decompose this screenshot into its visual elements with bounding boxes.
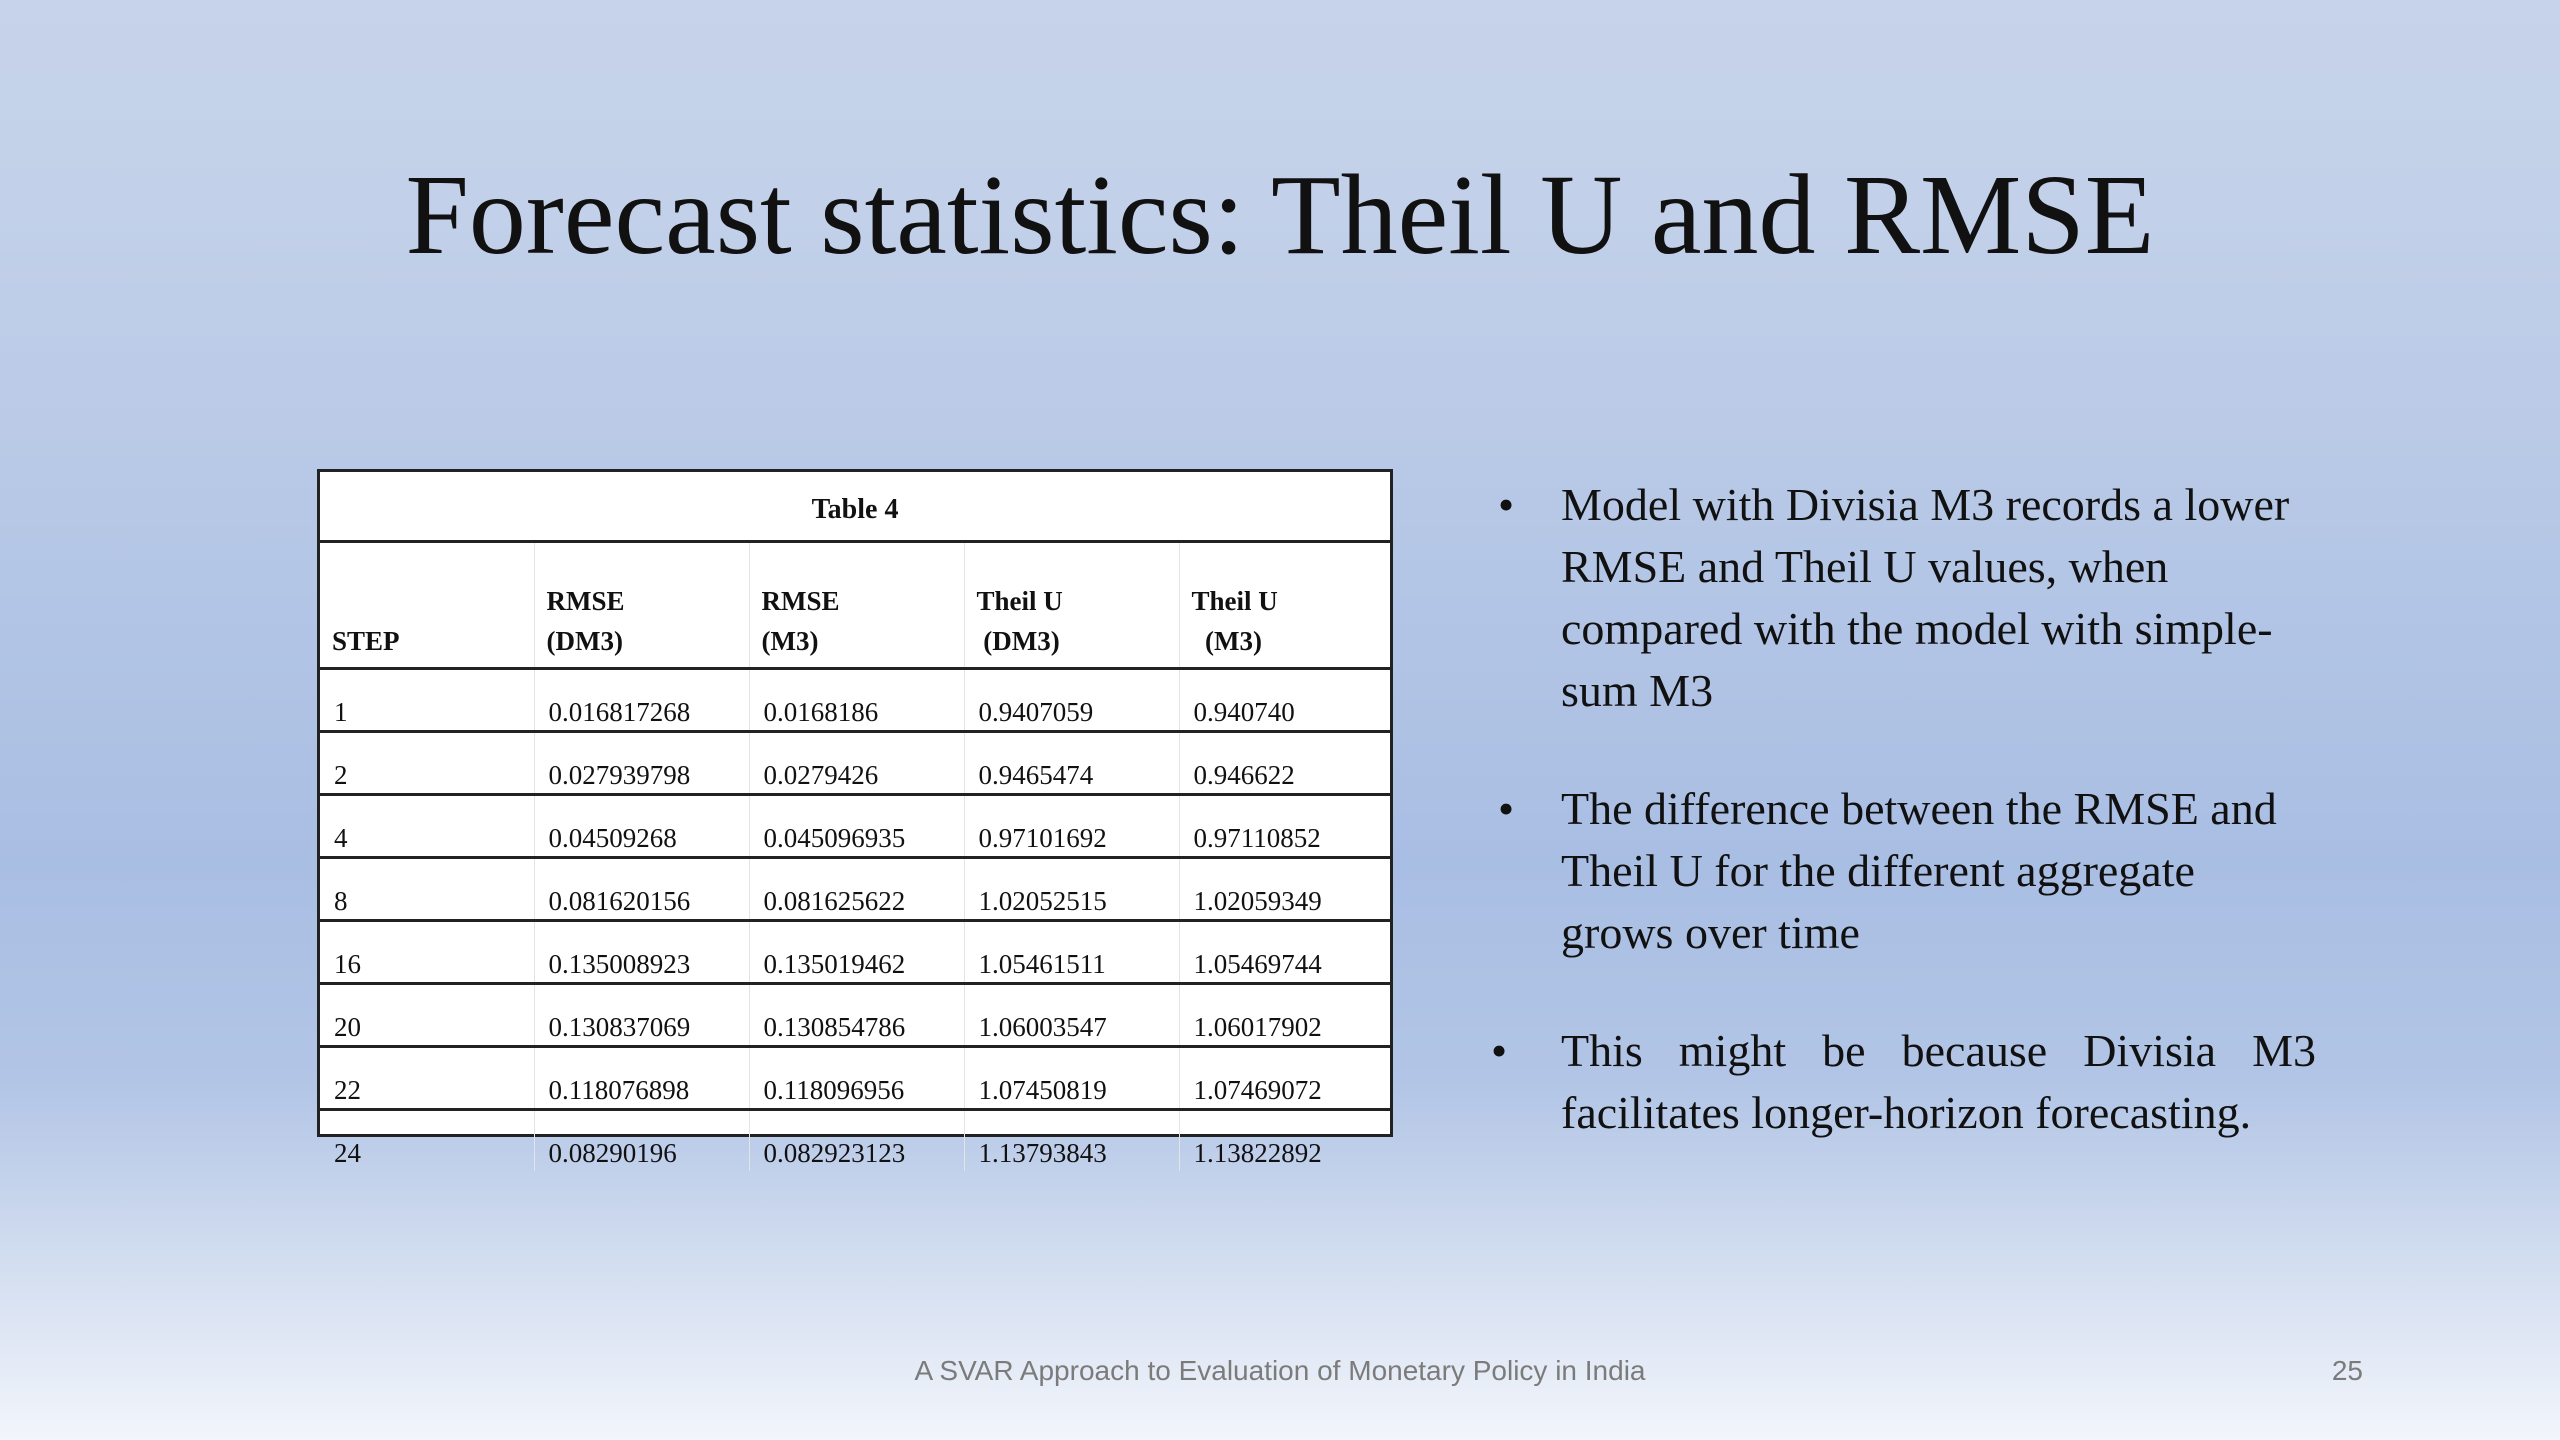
table-caption-row [320,472,1390,542]
table-row [320,732,1390,795]
cell-rmse-m3: 0.118096956 [749,1047,964,1110]
table-header-row [320,542,1390,669]
cell-theil-u-dm3: 1.02052515 [964,858,1179,921]
cell-step: 16 [320,921,534,984]
table-row [320,858,1390,921]
table-row [320,669,1390,732]
cell-theil-u-m3: 1.02059349 [1179,858,1390,921]
cell-rmse-dm3: 0.016817268 [534,669,749,732]
bullet-list [1480,474,2316,1200]
cell-theil-u-m3: 0.946622 [1179,732,1390,795]
header-rmse-m3: RMSE (M3) [749,542,964,669]
cell-theil-u-dm3: 0.9465474 [964,732,1179,795]
cell-theil-u-dm3: 1.05461511 [964,921,1179,984]
cell-rmse-dm3: 0.118076898 [534,1047,749,1110]
header-theil-u-m3: Theil U (M3) [1179,542,1390,669]
cell-rmse-dm3: 0.04509268 [534,795,749,858]
slide-title: Forecast statistics: Theil U and RMSE [405,151,2155,278]
cell-theil-u-m3: 0.97110852 [1179,795,1390,858]
cell-step: 24 [334,1138,361,1168]
bullet-item [1480,474,2316,722]
bullet-dot-icon: • [1497,479,1515,530]
cell-rmse-dm3: 0.027939798 [534,732,749,795]
cell-step: 4 [320,795,534,858]
table-row [320,984,1390,1047]
table-row [320,795,1390,858]
bullet-dot-icon: • [1491,1025,1508,1076]
cell-rmse-dm3: 0.130837069 [534,984,749,1047]
cell-step: 1 [320,669,534,732]
cell-theil-u-m3: 1.05469744 [1179,921,1390,984]
header-rmse-dm3: RMSE (DM3) [534,542,749,669]
cell-rmse-m3: 0.135019462 [749,921,964,984]
cell-rmse-dm3: 0.135008923 [534,921,749,984]
table-row [320,921,1390,984]
cell-rmse-m3: 0.0168186 [749,669,964,732]
cell-theil-u-dm3: 1.07450819 [964,1047,1179,1110]
table-row [320,1047,1390,1110]
bullet-item [1480,1020,2316,1144]
cell-theil-u-dm3: 0.97101692 [964,795,1179,858]
cell-step: 2 [320,732,534,795]
header-theil-u-dm3: Theil U (DM3) [964,542,1179,669]
cell-rmse-dm3: 0.08290196 [534,1110,749,1172]
cell-rmse-m3: 0.081625622 [749,858,964,921]
cell-rmse-dm3: 0.081620156 [534,858,749,921]
page-number: 25 [2331,1355,2363,1386]
bullet-item [1480,778,2316,964]
slide-footer: A SVAR Approach to Evaluation of Monetary Policy in India [914,1355,1646,1386]
cell-step: 20 [320,984,534,1047]
cell-theil-u-dm3: 1.06003547 [964,984,1179,1047]
bullet-text: The difference between the RMSE and Theil U for the different aggregate grows over time [1561,783,2277,958]
forecast-table [317,469,1393,1168]
bullet-dot-icon: • [1497,783,1515,834]
cell-theil-u-m3: 1.13822892 [1179,1110,1390,1172]
table-caption: Table 4 [320,472,1390,542]
cell-rmse-m3: 0.0279426 [749,732,964,795]
bullet-text: This might be because Divisia M3 facilitates longer-horizon forecasting. [1561,1025,2316,1138]
table-row [320,1110,1390,1172]
cell-theil-u-m3: 0.940740 [1179,669,1390,732]
cell-step: 22 [320,1047,534,1110]
bullet-text: Model with Divisia M3 records a lower RMSE and Theil U values, when compared with the model with simple-sum M3 [1561,479,2290,716]
cell-theil-u-dm3: 1.13793843 [964,1110,1179,1172]
cell-step: 8 [320,858,534,921]
cell-theil-u-m3: 1.07469072 [1179,1047,1390,1110]
cell-theil-u-m3: 1.06017902 [1179,984,1390,1047]
header-step: STEP [320,542,534,669]
cell-rmse-m3: 0.045096935 [749,795,964,858]
cell-rmse-m3: 0.130854786 [749,984,964,1047]
cell-rmse-m3: 0.082923123 [749,1110,964,1172]
cell-theil-u-dm3: 0.9407059 [964,669,1179,732]
forecast-statistics-table [320,472,1390,1171]
